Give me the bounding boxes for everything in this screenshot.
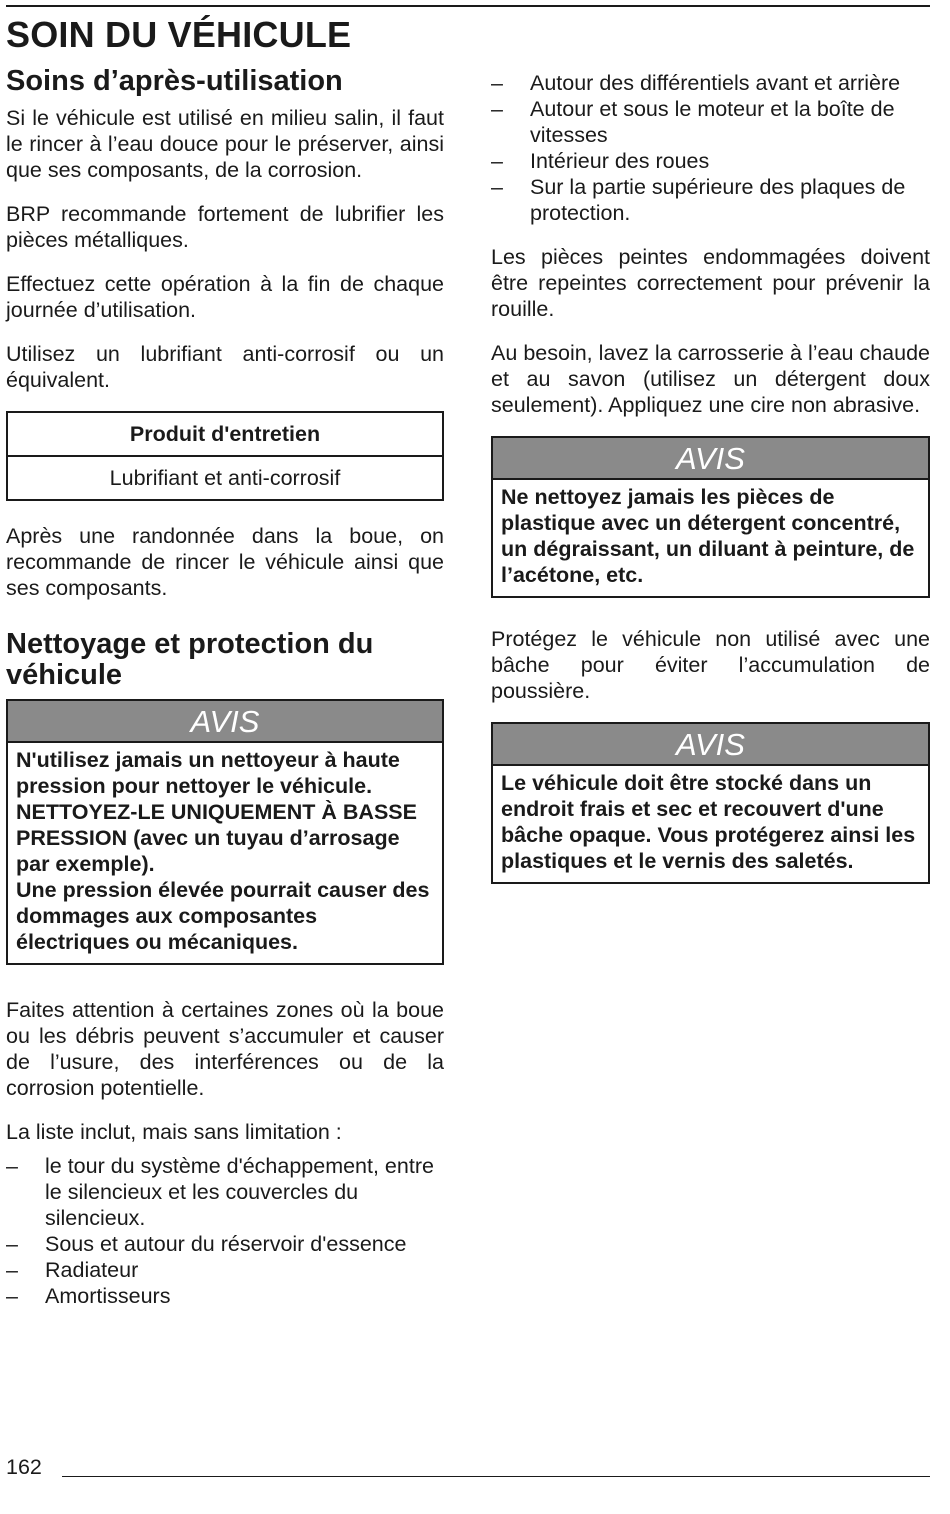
avis-box-storage bbox=[491, 722, 930, 884]
avis-text: Ne nettoyez jamais les pièces de plastique avec un détergent concentré, un dégraissant, un diluant à peinture, de l’acétone, etc. bbox=[501, 485, 915, 587]
paragraph: Protégez le véhicule non utilisé avec une bâche pour éviter l’accumulation de poussière. bbox=[491, 627, 930, 703]
left-column bbox=[6, 66, 444, 1327]
product-table-value: Lubrifiant et anti-corrosif bbox=[7, 456, 443, 500]
footer-rule bbox=[62, 1476, 930, 1477]
list-item: – Autour des différentiels avant et arrière bbox=[491, 70, 930, 96]
avis-line: Une pression élevée pourrait causer des dommages aux composantes électriques ou mécaniques. bbox=[16, 878, 430, 954]
avis-text bbox=[8, 743, 442, 963]
list-item: – le tour du système d'échappement, entre le silencieux et les couvercles du silencieux. bbox=[6, 1153, 444, 1231]
paragraph: Utilisez un lubrifiant anti-corrosif ou un équivalent. bbox=[6, 342, 444, 392]
paragraph: Si le véhicule est utilisé en milieu salin, il faut le rincer à l’eau douce pour le préserver, ainsi que ses composants, de la corrosion. bbox=[6, 106, 444, 182]
list-item: – Autour et sous le moteur et la boîte de vitesses bbox=[491, 96, 930, 148]
avis-text: Le véhicule doit être stocké dans un endroit frais et sec et recouvert d'une bâche opaque. Vous protégerez ainsi les plastiques et le vernis des saletés. bbox=[501, 771, 916, 873]
avis-label: AVIS bbox=[493, 724, 928, 766]
avis-line: N'utilisez jamais un nettoyeur à haute pression pour nettoyer le véhicule. NETTOYEZ-LE UNIQUEMENT À BASSE PRESSION (avec un tuyau d’arrosage par exemple). bbox=[16, 748, 417, 876]
paragraph: Faites attention à certaines zones où la boue ou les débris peuvent s’accumuler et causer de l’usure, des interférences ou de la corrosion potentielle. bbox=[6, 998, 444, 1100]
right-column bbox=[491, 70, 930, 912]
list-item: – Amortisseurs bbox=[6, 1283, 444, 1309]
top-rule bbox=[6, 5, 930, 7]
avis-box-plastic bbox=[491, 436, 930, 598]
list-item: – Sous et autour du réservoir d'essence bbox=[6, 1231, 444, 1257]
paragraph: Au besoin, lavez la carrosserie à l’eau chaude et au savon (utilisez un détergent doux seulement). Appliquez une cire non abrasive. bbox=[491, 341, 930, 417]
avis-label: AVIS bbox=[8, 701, 442, 743]
paragraph: Effectuez cette opération à la fin de chaque journée d’utilisation. bbox=[6, 272, 444, 322]
page-title: SOIN DU VÉHICULE bbox=[6, 14, 352, 55]
product-table bbox=[6, 411, 444, 501]
avis-box-pressure bbox=[6, 699, 444, 965]
zones-list-continued bbox=[491, 70, 930, 226]
product-table-header: Produit d'entretien bbox=[7, 412, 443, 456]
avis-label: AVIS bbox=[493, 438, 928, 480]
paragraph: La liste inclut, mais sans limitation : bbox=[6, 1120, 342, 1144]
list-item: – Radiateur bbox=[6, 1257, 444, 1283]
paragraph: Après une randonnée dans la boue, on recommande de rincer le véhicule ainsi que ses composants. bbox=[6, 524, 444, 600]
paragraph: Les pièces peintes endommagées doivent être repeintes correctement pour prévenir la rouille. bbox=[491, 245, 930, 321]
list-item: – Intérieur des roues bbox=[491, 148, 930, 174]
list-item: – Sur la partie supérieure des plaques de protection. bbox=[491, 174, 930, 226]
paragraph: BRP recommande fortement de lubrifier les pièces métalliques. bbox=[6, 202, 444, 252]
section-title-nettoyage: Nettoyage et protection du véhicule bbox=[6, 628, 374, 691]
section-title-apres-utilisation: Soins d’après-utilisation bbox=[6, 65, 343, 97]
page-number: 162 bbox=[6, 1455, 42, 1479]
zones-list bbox=[6, 1153, 444, 1309]
